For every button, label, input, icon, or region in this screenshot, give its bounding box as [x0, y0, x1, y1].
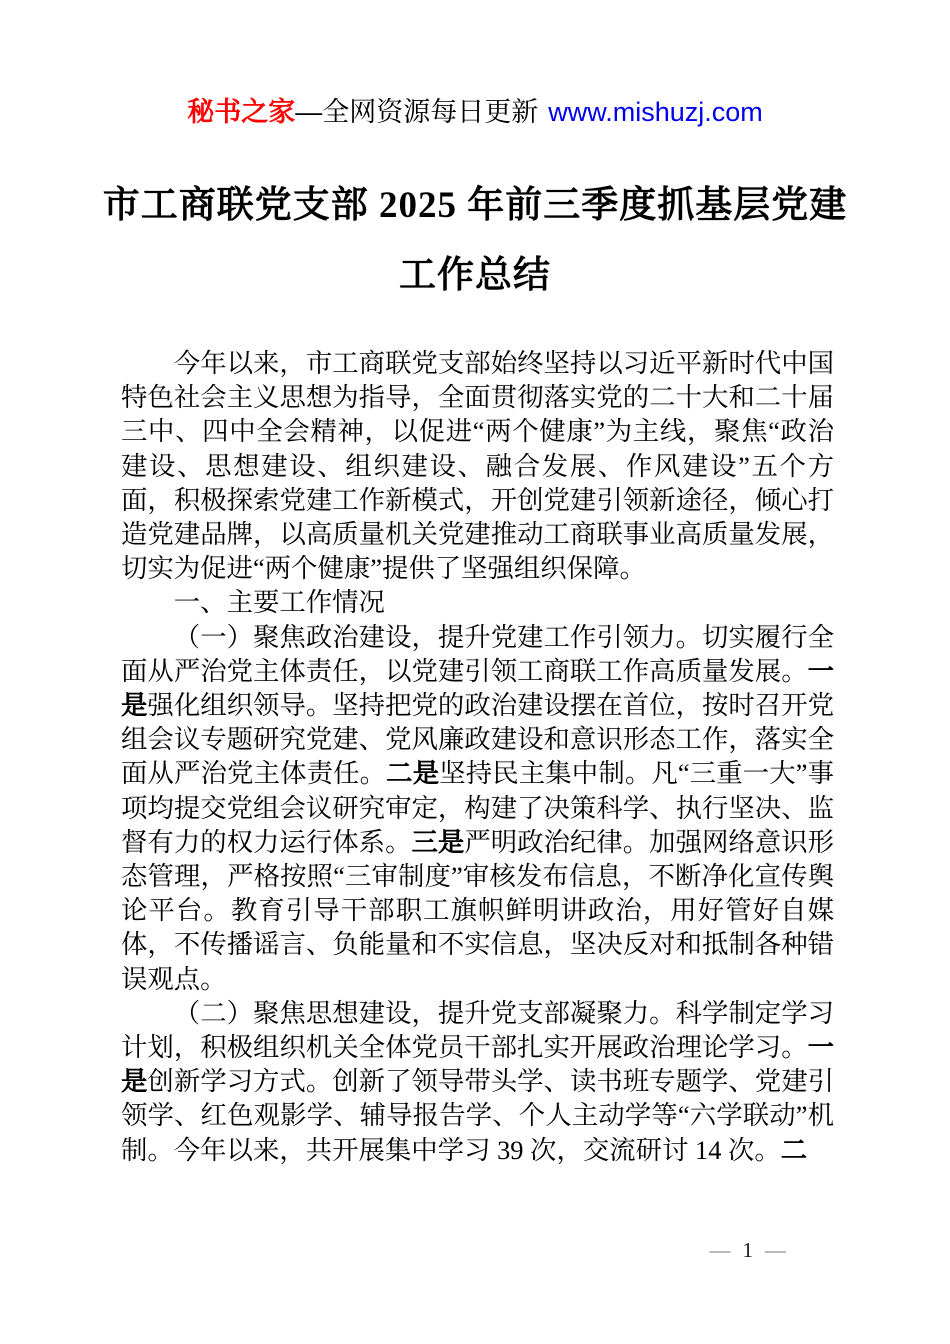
- emphasis-first: 一是: [121, 1032, 834, 1097]
- page-footer: [710, 1238, 787, 1263]
- site-header: [0, 90, 950, 129]
- title-line-1: 市工商联党支部 2025 年前三季度抓基层党建: [102, 185, 848, 226]
- paragraph-section-2: [121, 996, 834, 1167]
- paragraph-section-1: [121, 620, 834, 996]
- text-segment: 坚持民主集中制。凡“三重一大”事项均提交党组会议研究审定，构建了决策科学、执行坚决、监督有力的权力运行体系。: [121, 758, 835, 857]
- footer-dash-left: —: [709, 1238, 731, 1262]
- section-heading-1: 一、主要工作情况: [173, 587, 385, 618]
- site-tagline: —全网资源每日更新: [295, 97, 539, 127]
- text-segment: （二）聚焦思想建设，提升党支部凝聚力。科学制定学习计划，积极组织机关全体党员干部扎实开展政治理论学习。: [121, 997, 834, 1063]
- emphasis-second: 二是: [386, 758, 440, 789]
- emphasis-first: 一是: [121, 655, 834, 721]
- site-url-link[interactable]: www.mishuzj.com: [548, 97, 763, 127]
- emphasis-second: 二: [780, 1134, 808, 1165]
- text-segment: 创新学习方式。创新了领导带头学、读书班专题学、党建引领学、红色观影学、辅导报告学、个人主动学等“六学联动”机制。今年以来，共开展集中学习 39 次，交流研讨 14 次。: [121, 1066, 835, 1165]
- document-body: [121, 346, 834, 1167]
- title-line-2: 工作总结: [399, 255, 551, 296]
- footer-dash-right: —: [765, 1238, 786, 1262]
- emphasis-third: 三是: [411, 826, 465, 857]
- site-name: 秘书之家: [187, 97, 296, 127]
- page-number: 1: [742, 1238, 753, 1262]
- document-title: [55, 171, 895, 311]
- text-segment: 强化组织领导。坚持把党的政治建设摆在首位，按时召开党组会议专题研究党建、党风廉政建设和意识形态工作，落实全面从严治党主体责任。: [121, 690, 835, 789]
- paragraph-intro: 今年以来，市工商联党支部始终坚持以习近平新时代中国特色社会主义思想为指导，全面贯彻落实党的二十大和二十届三中、四中全会精神，以促进“两个健康”为主线，聚焦“政治建设、思想建设、组织建设、融合发展、作风建设”五个方面，积极探索党建工作新模式，开创党建引领新途径，倾心打造党建品牌，以高质量机关党建推动工商联事业高质量发展，切实为促进“两个健康”提供了坚强组织保障。: [121, 348, 834, 584]
- text-segment: （一）聚焦政治建设，提升党建工作引领力。切实履行全面从严治党主体责任，以党建引领工商联工作高质量发展。: [121, 621, 834, 686]
- text-segment: 严明政治纪律。加强网络意识形态管理，严格按照“三审制度”审核发布信息，不断净化宣传舆论平台。教育引导干部职工旗帜鲜明讲政治，用好管好自媒体，不传播谣言、负能量和不实信息，坚决反对和抵制各种错误观点。: [121, 826, 835, 994]
